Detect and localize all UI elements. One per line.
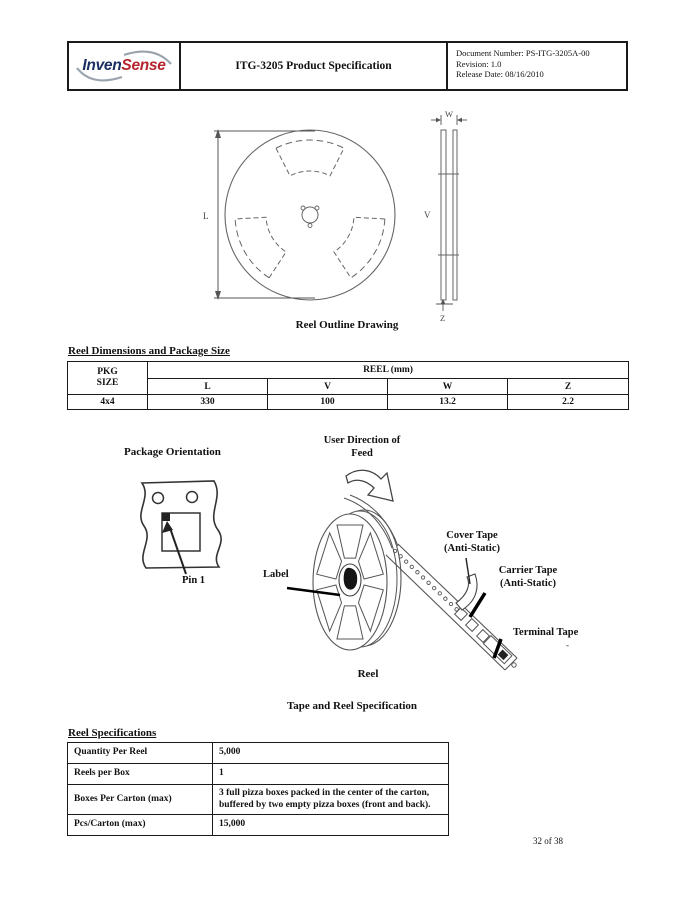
reel-outline-drawing — [195, 108, 470, 323]
dim-label-v: V — [424, 210, 431, 220]
invensense-logo — [74, 49, 174, 83]
feed-line1: User Direction of — [323, 435, 401, 446]
table-row — [68, 764, 449, 785]
spec-value: 1 — [213, 764, 449, 785]
table-row — [68, 743, 449, 764]
pkg-size-line2: SIZE — [96, 378, 119, 388]
pkg-size-header-cell — [68, 362, 148, 395]
spec-label: Quantity Per Reel — [68, 743, 213, 764]
col-header-l: L — [148, 379, 268, 395]
dim-label-w: W — [445, 109, 454, 119]
feed-line2: Feed — [351, 447, 373, 459]
doc-revision: Revision: 1.0 — [456, 58, 502, 69]
cover-tape-line2: (Anti-Static) — [444, 542, 500, 554]
spec-value: 5,000 — [213, 743, 449, 764]
package-orientation-title: Package Orientation — [124, 446, 221, 458]
dims-table-heading: Reel Dimensions and Package Size — [68, 345, 230, 357]
stray-dash: - — [566, 640, 569, 650]
logo-text — [74, 57, 174, 75]
reel-dimensions-table — [67, 361, 629, 410]
table-row — [68, 395, 629, 410]
spec-label: Pcs/Carton (max) — [68, 815, 213, 836]
tape-reel-caption: Tape and Reel Specification — [286, 700, 418, 712]
reel-specifications-table — [67, 742, 449, 836]
col-header-z: Z — [508, 379, 629, 395]
doc-release-date: Release Date: 08/16/2010 — [456, 69, 544, 79]
cell-pkg: 4x4 — [68, 395, 148, 410]
col-header-w: W — [388, 379, 508, 395]
logo-cell — [69, 43, 181, 89]
carrier-tape-line2: (Anti-Static) — [500, 577, 556, 589]
pin1-label: Pin 1 — [182, 575, 206, 586]
doc-number: Document Number: PS-ITG-3205A-00 — [456, 48, 590, 58]
reel-caption: Reel — [357, 668, 379, 680]
label-annotation: Label — [263, 569, 289, 580]
col-header-v: V — [268, 379, 388, 395]
header — [67, 41, 628, 91]
terminal-tape-annotation: Terminal Tape — [513, 627, 579, 638]
cell-v: 100 — [268, 395, 388, 410]
specs-heading: Reel Specifications — [68, 727, 157, 739]
document-title: ITG-3205 Product Specification — [181, 43, 448, 89]
table-row — [68, 785, 449, 815]
cell-z: 2.2 — [508, 395, 629, 410]
spec-label: Reels per Box — [68, 764, 213, 785]
reel-mm-group-header: REEL (mm) — [148, 362, 629, 379]
logo-inven: Inven — [82, 57, 122, 74]
cell-w: 13.2 — [388, 395, 508, 410]
cell-l: 330 — [148, 395, 268, 410]
pkg-size-line1: PKG — [97, 367, 118, 377]
document-info — [448, 43, 626, 89]
pin1-mark — [162, 513, 170, 521]
dim-label-z: Z — [440, 313, 446, 323]
spec-label: Boxes Per Carton (max) — [68, 785, 213, 815]
feed-direction-label — [307, 435, 417, 460]
cover-tape-annotation — [421, 530, 523, 555]
reel-outline-caption: Reel Outline Drawing — [295, 319, 399, 331]
spec-value: 3 full pizza boxes packed in the center of the carton, buffered by two empty pizza boxes (front and back). — [213, 785, 449, 815]
logo-sense: Sense — [121, 57, 166, 74]
spec-value: 15,000 — [213, 815, 449, 836]
cover-tape-ribbon — [456, 574, 477, 610]
page-number: 32 of 38 — [533, 836, 563, 846]
carrier-tape-line1: Carrier Tape — [498, 565, 558, 576]
cover-tape-line1: Cover Tape — [446, 530, 498, 541]
dim-label-l: L — [203, 211, 209, 221]
carrier-tape-annotation — [477, 565, 579, 590]
table-row — [68, 815, 449, 836]
